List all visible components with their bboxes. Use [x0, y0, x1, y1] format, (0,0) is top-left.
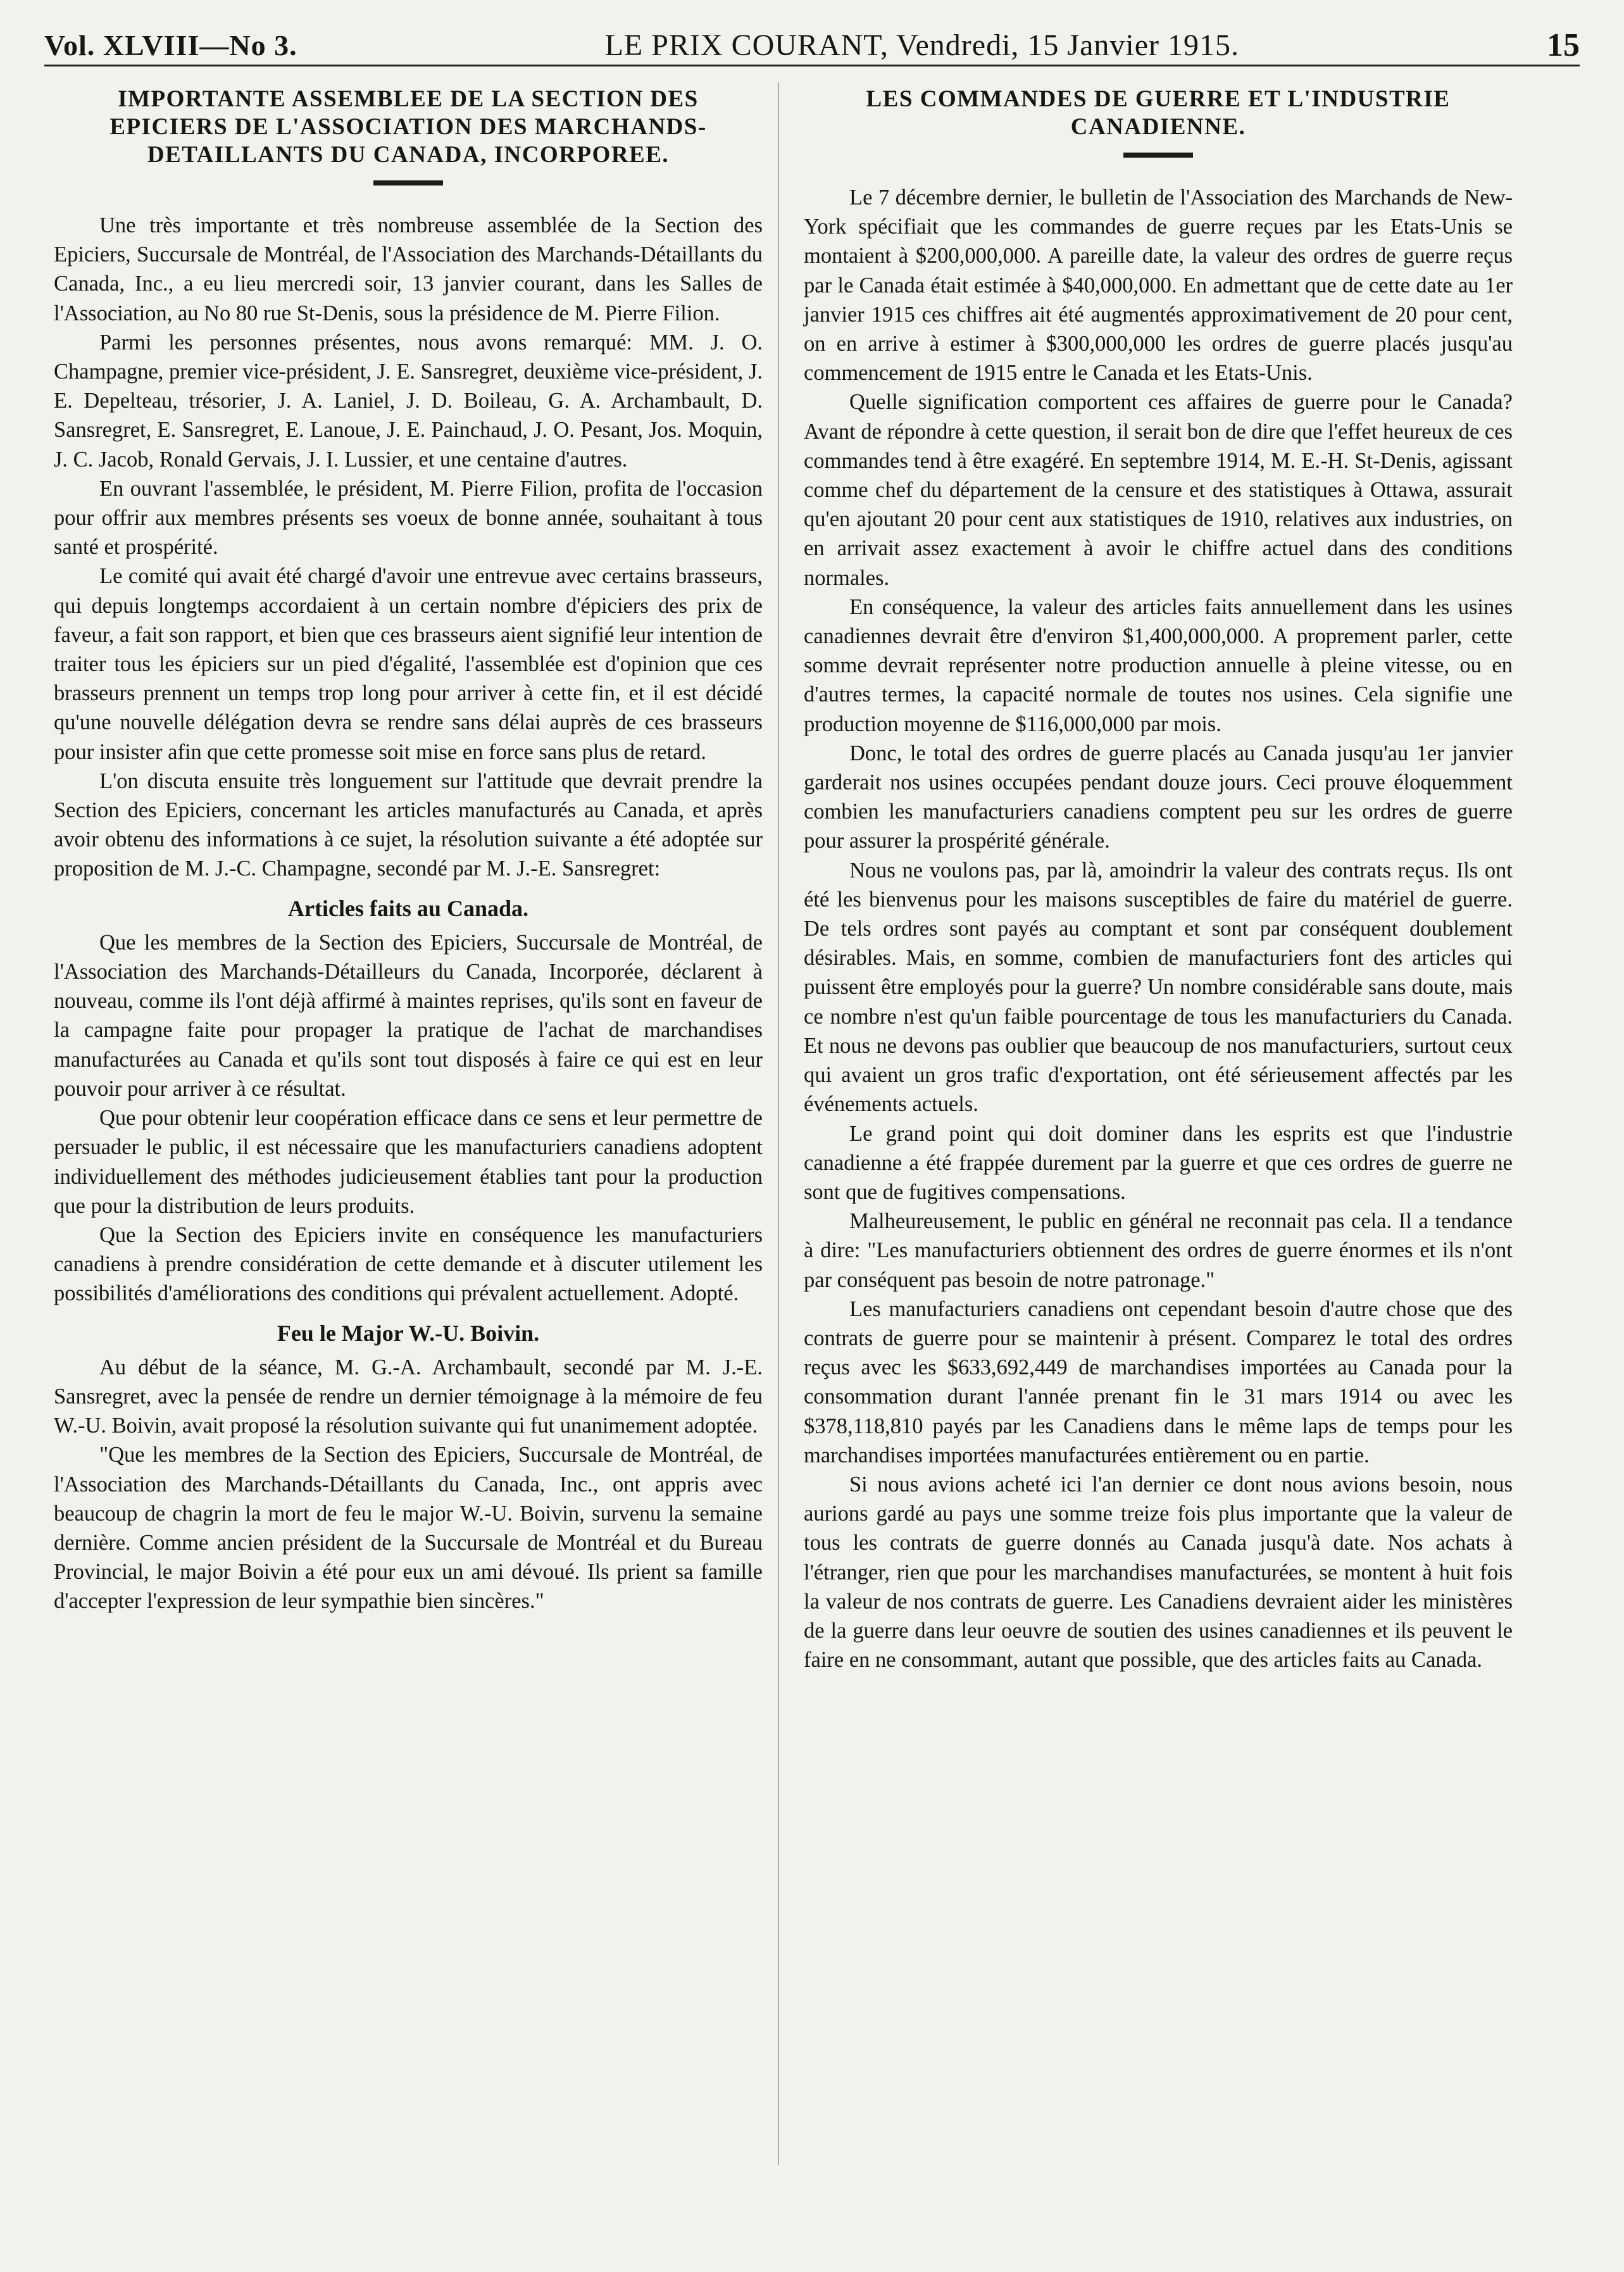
- paragraph: Au début de la séance, M. G.-A. Archambault, secondé par M. J.-E. Sansregret, avec la pensée de rendre un dernier témoignage à la mémoire de feu W.-U. Boivin, avait proposé la résolution suivante qui fut unanimement adoptée.: [54, 1355, 763, 1438]
- paragraph: Donc, le total des ordres de guerre placés au Canada jusqu'au 1er janvier garderait nos usines occupées pendant douze jours. Ceci prouve éloquemment combien les manufacturiers canadiens comptent peu sur les ordres de guerre pour assurer la prospérité générale.: [804, 741, 1513, 853]
- volume-number: Vol. XLVIII—No 3.: [44, 28, 297, 61]
- column-divider: [778, 82, 779, 2165]
- left-article-title: IMPORTANTE ASSEMBLEE DE LA SECTION DES EPICIERS DE L'ASSOCIATION DES MARCHANDS-DETAILLANTS DU CANADA, INCORPOREE.: [109, 86, 707, 168]
- paragraph: Nous ne voulons pas, par là, amoindrir la valeur des contrats reçus. Ils ont été les bienvenus pour les maisons susceptibles de faire du matériel de guerre. De tels ordres sont payés au comptant et sont par conséquent doublement désirables. Mais, en somme, combien de manufacturiers font des articles qui puissent être employés pour la guerre? Un nombre considérable sans doute, mais ce nombre n'est qu'un faible pourcentage de tous les manufacturiers du Canada. Et nous ne devons pas oublier que beaucoup de nos manufacturiers, surtout ceux qui avaient un gros trafic d'exportation, ont été sérieusement affectés par les événements actuels.: [804, 858, 1513, 1117]
- paragraph: Que pour obtenir leur coopération efficace dans ce sens et leur permettre de persuader le public, il est nécessaire que les manufacturiers canadiens adoptent individuellement des méthodes judicieusement établies tant pour la production que pour la distribution de leurs produits.: [54, 1106, 763, 1218]
- paragraph: Les manufacturiers canadiens ont cependant besoin d'autre chose que des contrats de guerre pour se maintenir à présent. Comparez le total des ordres reçus avec les $633,692,449 de marchandises importées au Canada pour la consommation durant l'année prenant fin le 31 mars 1914 ou avec les $378,118,810 payés par les Canadiens dans le même laps de temps pour les marchandises importées manufacturées entièrement ou en partie.: [804, 1296, 1513, 1467]
- title-rule: [373, 180, 443, 185]
- page-number: 15: [1546, 27, 1580, 63]
- paragraph: Que la Section des Epiciers invite en conséquence les manufacturiers canadiens à prendre considération de cette demande et à discuter utilement les possibilités d'améliorations des conditions qui prévalent actuellement. Adopté.: [54, 1222, 763, 1306]
- paragraph: Parmi les personnes présentes, nous avons remarqué: MM. J. O. Champagne, premier vice-président, J. E. Sansregret, deuxième vice-président, J. E. Depelteau, trésorier, J. A. Laniel, J. D. Boileau, G. A. Archambault, D. Sansregret, E. Sansregret, E. Lanoue, J. E. Painchaud, J. O. Pesant, Jos. Moquin, J. C. Jacob, Ronald Gervais, J. I. Lussier, et une centaine d'autres.: [54, 330, 763, 472]
- paragraph: Le 7 décembre dernier, le bulletin de l'Association des Marchands de New-York spécifiait que les commandes de guerre reçues par les Etats-Unis se montaient à $200,000,000. A pareille date, la valeur des ordres de guerre reçus par le Canada était estimée à $40,000,000. En admettant que de cette date au 1er janvier 1915 ces chiffres ait été augmentés approximativement de 20 pour cent, on en arrive à estimer à $300,000,000 les ordres de guerre placés jusqu'au commencement de 1915 entre le Canada et les Etats-Unis.: [804, 185, 1513, 386]
- paragraph: Quelle signification comportent ces affaires de guerre pour le Canada? Avant de répondre à cette question, il serait bon de dire que l'effet heureux de ces commandes tend à être exagéré. En septembre 1914, M. E.-H. St-Denis, agissant comme chef du département de la censure et des statistiques à Ottawa, assurait qu'en ajoutant 20 pour cent aux statistiques de 1910, relatives aux industries, on en arrivait assez exactement à avoir le chiffre actuel dans des conditions normales.: [804, 390, 1513, 590]
- publication-date: LE PRIX COURANT, Vendredi, 15 Janvier 1915.: [604, 28, 1240, 62]
- paragraph: Le comité qui avait été chargé d'avoir une entrevue avec certains brasseurs, qui depuis longtemps accordaient à un certain nombre d'épiciers des prix de faveur, a fait son rapport, et bien que ces brasseurs aient signifié leur intention de traiter tous les épiciers sur un pied d'égalité, l'assemblée est d'opinion que ces brasseurs prennent un temps trop long pour arriver à cette fin, et il est décidé qu'une nouvelle délégation devra se rendre sans délai auprès de ces brasseurs pour insister afin que cette promesse soit mise en force sans plus de retard.: [54, 564, 763, 764]
- paragraph: Malheureusement, le public en général ne reconnait pas cela. Il a tendance à dire: "Les manufacturiers obtiennent des ordres de guerre énormes et ils n'ont par conséquent pas besoin de notre patronage.": [804, 1209, 1513, 1292]
- paragraph: En ouvrant l'assemblée, le président, M. Pierre Filion, profita de l'occasion pour offrir aux membres présents ses voeux de bonne année, souhaitant à tous santé et prospérité.: [54, 476, 763, 560]
- paragraph: Le grand point qui doit dominer dans les esprits est que l'industrie canadienne a été frappée durement par la guerre et que ces ordres de guerre ne sont que de fugitives compensations.: [804, 1121, 1513, 1204]
- left-column: [54, 85, 763, 1616]
- right-article-title: LES COMMANDES DE GUERRE ET L'INDUSTRIE CANADIENNE.: [866, 86, 1451, 140]
- subheading: Feu le Major W.-U. Boivin.: [277, 1320, 540, 1346]
- paragraph: Que les membres de la Section des Epiciers, Succursale de Montréal, de l'Association des Marchands-Détailleurs du Canada, Incorporée, déclarent à nouveau, comme ils l'ont déjà affirmé à maintes reprises, qu'ils sont en faveur de la campagne faite pour propager la pratique de l'achat de marchandises manufacturées au Canada et qu'ils sont tout disposés à faire ce qui est en leur pouvoir pour arriver à ce résultat.: [54, 930, 763, 1101]
- subheading: Articles faits au Canada.: [288, 895, 528, 921]
- page-header: [44, 25, 1580, 66]
- paragraph: Une très importante et très nombreuse assemblée de la Section des Epiciers, Succursale de Montréal, de l'Association des Marchands-Détaillants du Canada, Inc., a eu lieu mercredi soir, 13 janvier courant, dans les Salles de l'Association, au No 80 rue St-Denis, sous la présidence de M. Pierre Filion.: [54, 213, 763, 325]
- paragraph: Si nous avions acheté ici l'an dernier ce dont nous avions besoin, nous aurions gardé au pays une somme treize fois plus importante que la valeur de tous les contrats de guerre donnés au Canada jusqu'à date. Nos achats à l'étranger, rien que pour les marchandises manufacturées, se montent à huit fois la valeur de nos contrats de guerre. Les Canadiens devraient aider les ministères de la guerre dans leur oeuvre de soutien des usines canadiennes et ils peuvent le faire en ne consommant, autant que possible, que des articles faits au Canada.: [804, 1472, 1513, 1673]
- right-column: [804, 85, 1513, 1674]
- paragraph: L'on discuta ensuite très longuement sur l'attitude que devrait prendre la Section des Epiciers, concernant les articles manufacturés au Canada, et après avoir obtenu des informations à ce sujet, la résolution suivante a été adoptée sur proposition de M. J.-C. Champagne, secondé par M. J.-E. Sansregret:: [54, 769, 763, 881]
- paragraph: En conséquence, la valeur des articles faits annuellement dans les usines canadiennes devrait être d'environ $1,400,000,000. A proprement parler, cette somme devrait représenter notre production annuelle à pleine vitesse, ou en d'autres termes, la capacité normale de toutes nos usines. Cela signifie une production moyenne de $116,000,000 par mois.: [804, 594, 1513, 736]
- paragraph: "Que les membres de la Section des Epiciers, Succursale de Montréal, de l'Association des Marchands-Détaillants du Canada, Inc., ont appris avec beaucoup de chagrin la mort de feu le major W.-U. Boivin, survenu la semaine dernière. Comme ancien président de la Succursale de Montréal et du Bureau Provincial, le major Boivin a été pour eux un ami dévoué. Ils prient sa famille d'accepter l'expression de leur sympathie bien sincères.": [54, 1443, 763, 1614]
- title-rule: [1123, 153, 1193, 158]
